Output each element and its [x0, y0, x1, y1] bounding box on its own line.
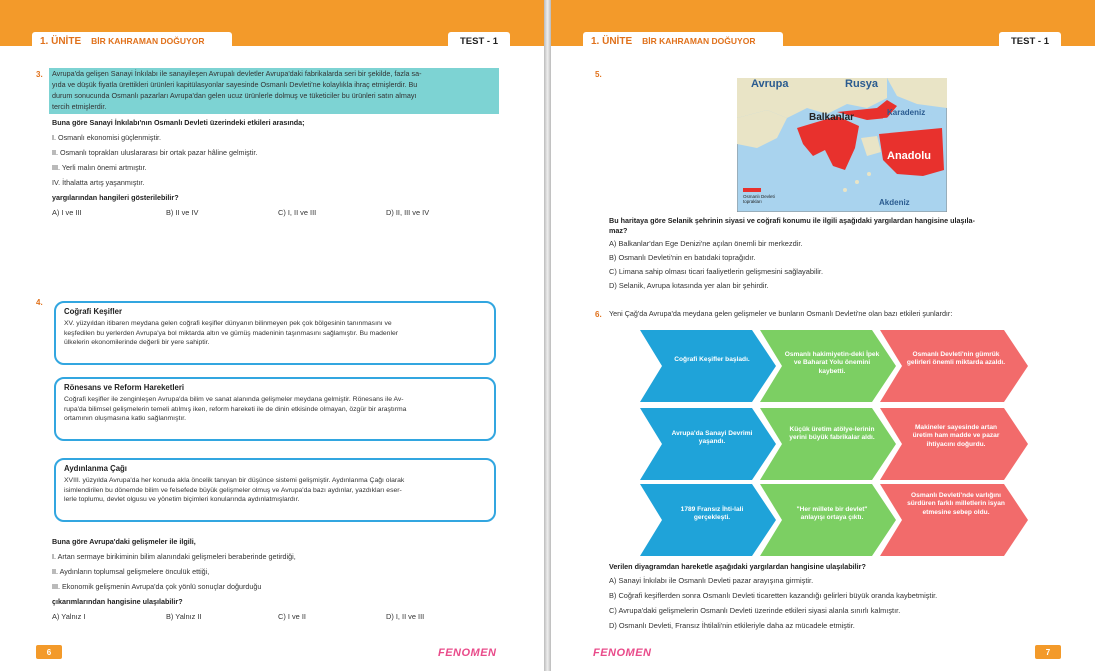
q3-option-c[interactable]: C) I, II ve III: [278, 208, 317, 217]
q6-intro: Yeni Çağ'da Avrupa'da meydana gelen gelişmeler ve bunların Osmanlı Devleti'ne olan bazı etkileri şunlardır:: [609, 309, 953, 318]
diagram-cell-2-1: Avrupa'da Sanayi Devrimi yaşandı.: [671, 430, 753, 446]
box-line: XVIII. yüzyılda Avrupa'da her konuda akla öncelik tanıyan bir düşünce sistemi gelişmiştir. Aydınlanma Çağı olarak: [64, 477, 405, 484]
diagram-cell-1-3: Osmanlı Devleti'nin gümrük gelirleri önemli miktarda azaldı.: [906, 351, 1006, 367]
left-page: [0, 0, 544, 671]
diagram-cell-3-2: "Her millete bir devlet" anlayışı ortaya çıktı.: [796, 506, 868, 522]
q3-item: III. Yerli malın önemi artmıştır.: [52, 163, 147, 172]
q3-text-line: yıda ve düşük fiyatla ürettikleri ürünleri kapitülasyonlar sayesinde Osmanlı Devleti'ne kolaylıkla ihraç etmişlerdir. Bu: [52, 80, 418, 89]
q5-option-a[interactable]: A) Balkanlar'dan Ege Denizi'ne açılan önemli bir merkezdir.: [609, 239, 803, 248]
q6-option-d[interactable]: D) Osmanlı Devleti, Fransız İhtilali'nin etkileriyle daha az mücadele etmiştir.: [609, 621, 855, 630]
box-line: ortamının oluşmasına katkı sağlanmıştır.: [64, 415, 187, 423]
diagram-cell-2-3: Makineler sayesinde artan üretim ham madde ve pazar ihtiyacını doğurdu.: [912, 424, 1000, 448]
box-line: rupa'da bilimsel gelişmelerin temeli atılmış iken, reform hareketi ile de dinin etkisinde olmayan, özgür bir araştırma: [64, 405, 407, 413]
q3-item: II. Osmanlı toprakları uluslararası bir ortak pazar hâline gelmiştir.: [52, 148, 258, 157]
q5-option-d[interactable]: D) Selanik, Avrupa kıtasında yer alan bir şehirdir.: [609, 281, 769, 290]
q5-option-b[interactable]: B) Osmanlı Devleti'nin en batıdaki toprağıdır.: [609, 253, 756, 262]
q6-number: 6.: [595, 310, 602, 319]
q4-question: Buna göre Avrupa'daki gelişmeler ile ilgili,: [52, 537, 196, 546]
diagram-cell-1-2: Osmanlı hakimiyetin-deki İpek ve Baharat Yolu önemini kaybetti.: [784, 351, 880, 375]
map-graphic: [737, 78, 947, 212]
unit-number: 1. ÜNİTE: [40, 35, 82, 47]
box-line: ülkelerin ekonomilerinde değerli bir yere sahiptir.: [64, 339, 210, 347]
page-header: [551, 32, 1095, 50]
diagram-cell-2-2: Küçük üretim atölye-lerinin yerini büyük fabrikalar aldı.: [789, 426, 875, 442]
box-title: Coğrafi Keşifler: [64, 307, 123, 316]
unit-title: BİR KAHRAMAN DOĞUYOR: [91, 36, 205, 46]
map-label-rusya: Rusya: [845, 78, 879, 90]
q3-option-b[interactable]: B) II ve IV: [166, 208, 199, 217]
q3-text-line: Avrupa'da gelişen Sanayi İnkılabı ile sanayileşen Avrupalı devletler Avrupa'daki fabrikalarda seri bir şekilde, fazla sa-: [52, 69, 422, 78]
unit-tab: [583, 32, 783, 50]
q3-option-d[interactable]: D) II, III ve IV: [386, 208, 430, 217]
test-label: TEST - 1: [448, 32, 510, 50]
box-line: lerle toplumu, devlet olgusu ve yönetim biçimleri konularında aydınlatmışlardır.: [64, 496, 300, 504]
box-aydinlanma-cagi: [54, 458, 496, 522]
q4-item: I. Artan sermaye birikiminin bilim alanındaki gelişmeleri beraberinde getirdiği,: [52, 552, 296, 561]
unit-title: BİR KAHRAMAN DOĞUYOR: [642, 36, 756, 46]
map-label-anadolu: Anadolu: [887, 150, 931, 162]
legend-swatch: [743, 188, 761, 192]
q3-text-line: durum sonucunda Osmanlı pazarları Avrupa'dan gelen ucuz ürünlerle dolmuş ve tüketiciler bu ürünleri satın almayı: [52, 91, 417, 100]
unit-number: 1. ÜNİTE: [591, 35, 633, 47]
book-gutter: [544, 0, 551, 671]
q4-option-b[interactable]: B) Yalnız II: [166, 612, 202, 621]
q4-question-end: çıkarımlarından hangisine ulaşılabilir?: [52, 597, 183, 606]
q6-option-a[interactable]: A) Sanayi İnkılabı ile Osmanlı Devleti pazar arayışına girmiştir.: [609, 576, 814, 585]
q4-number: 4.: [36, 298, 43, 307]
box-line: isimlendirilen bu dönemde bilim ve felsefede büyük gelişmeler olmuş ve Avrupa'da bazı aydınlar, yazdıkları eser-: [64, 486, 402, 494]
box-cografi-kesifler: [54, 301, 496, 365]
q6-option-b[interactable]: B) Coğrafi keşiflerden sonra Osmanlı Devleti ticaretten kazandığı gelirleri büyük oranda kaybetmiştir.: [609, 591, 938, 600]
arrow-effect: [760, 408, 896, 480]
unit-tab: [32, 32, 232, 50]
box-line: keşfedilen bu yerlerden Avrupa'ya bol miktarda altın ve gümüş madeninin taşınmasını sağlamıştır. Bu madenler: [64, 329, 399, 337]
q3-number: 3.: [36, 70, 43, 79]
q3-option-a[interactable]: A) I ve III: [52, 208, 82, 217]
q4-item: III. Ekonomik gelişmenin Avrupa'da çok yönlü sonuçlar doğurduğu: [52, 582, 262, 591]
q3-question: Buna göre Sanayi İnkılabı'nın Osmanlı Devleti üzerindeki etkileri arasında;: [52, 118, 305, 127]
box-ronesans-reform: [54, 377, 496, 441]
box-title: Aydınlanma Çağı: [64, 464, 127, 473]
box-line: Coğrafi keşifler ile zenginleşen Avrupa'da bilim ve sanat alanında gelişmeler meydana gelmiştir. Rönesans ile Av-: [64, 396, 404, 403]
q4-option-a[interactable]: A) Yalnız I: [52, 612, 86, 621]
q4-option-d[interactable]: D) I, II ve III: [386, 612, 425, 621]
map-legend-text: Osmanlı Devleti toprakları: [743, 194, 775, 204]
publisher-logo: FENOMEN: [593, 647, 652, 659]
q3-item: I. Osmanlı ekonomisi güçlenmiştir.: [52, 133, 162, 142]
q5-question: maz?: [609, 226, 628, 235]
q6-question: Verilen diyagramdan hareketle aşağıdaki yargılardan hangisine ulaşılabilir?: [609, 562, 866, 571]
box-line: XV. yüzyıldan itibaren meydana gelen coğrafi keşifler dünyanın bilinmeyen pek çok bölgesinin tanınmasını ve: [64, 320, 392, 327]
q6-option-c[interactable]: C) Avrupa'daki gelişmelerin Osmanlı Devleti üzerinde etkileri siyasi alanla sınırlı kalmıştır.: [609, 606, 901, 615]
q3-text-line: tercih etmişlerdir.: [52, 102, 107, 111]
q5-question: Bu haritaya göre Selanik şehrinin siyasi ve coğrafi konumu ile ilgili aşağıdaki yargılardan hangisine ulaşıla-: [609, 216, 975, 225]
page-number: 6: [36, 645, 62, 659]
q4-option-c[interactable]: C) I ve II: [278, 612, 306, 621]
q3-item: IV. İthalatta artış yaşanmıştır.: [52, 178, 145, 187]
diagram-cell-3-1: 1789 Fransız İhti-lali gerçekleşti.: [680, 506, 744, 522]
page-header: [0, 32, 544, 50]
map-label-akdeniz: Akdeniz: [879, 198, 910, 207]
arrow-cause: [640, 330, 776, 402]
publisher-logo: FENOMEN: [438, 647, 497, 659]
q5-map: [737, 78, 947, 212]
map-label-balkanlar: Balkanlar: [809, 112, 855, 123]
q5-number: 5.: [595, 70, 602, 79]
box-title: Rönesans ve Reform Hareketleri: [64, 383, 185, 392]
diagram-cell-1-1: Coğrafi Keşifler başladı.: [674, 356, 750, 363]
q4-item: II. Aydınların toplumsal gelişmelere önculük ettiği,: [52, 567, 210, 576]
test-label: TEST - 1: [999, 32, 1061, 50]
map-label-avrupa: Avrupa: [751, 78, 789, 90]
page-number: 7: [1035, 645, 1061, 659]
q5-option-c[interactable]: C) Limana sahip olması ticari faaliyetlerin gelişmesini sağlayabilir.: [609, 267, 824, 276]
q3-question-end: yargılarından hangileri gösterilebilir?: [52, 193, 179, 202]
map-label-karadeniz: Karadeniz: [887, 108, 926, 117]
diagram-cell-3-3: Osmanlı Devleti'nde varlığını sürdüren farklı milletlerin isyan etmesine sebep oldu.: [907, 492, 1005, 516]
